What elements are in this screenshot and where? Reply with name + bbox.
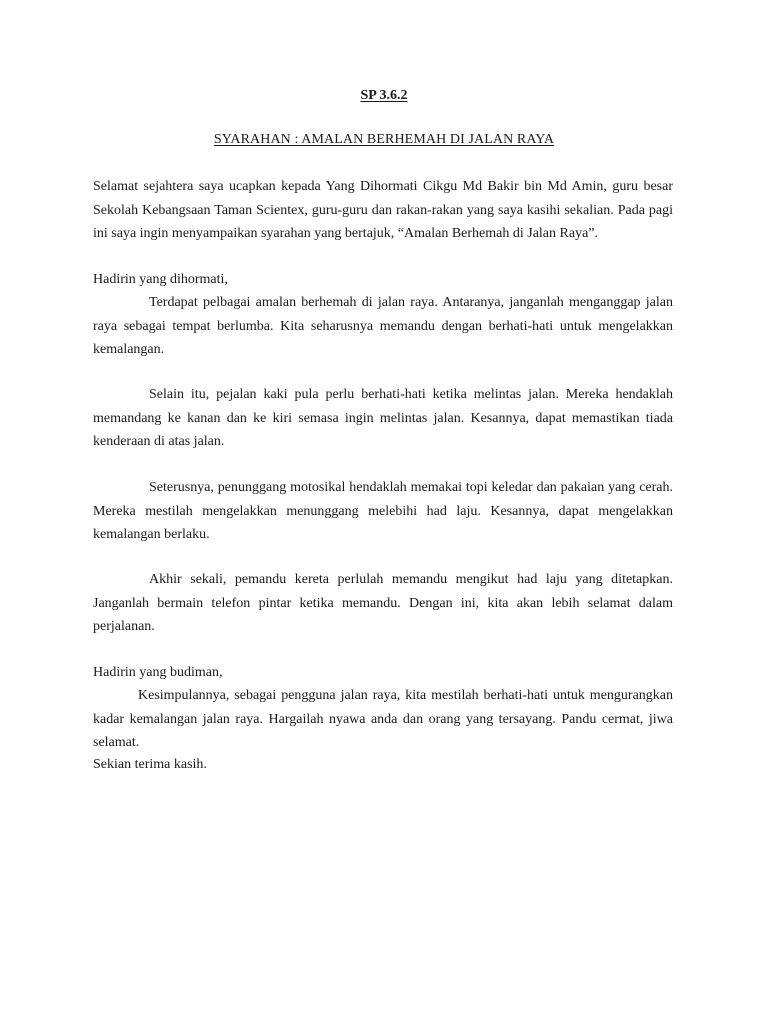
body-paragraph-2: Selain itu, pejalan kaki pula perlu berhati-hati ketika melintas jalan. Mereka hendaklah memandang ke kanan dan ke kiri semasa ingin melintas jalan. Kesannya, dapat memastikan tiada kenderaan di atas jalan. bbox=[93, 387, 673, 449]
conclusion-paragraph: Kesimpulannya, sebagai pengguna jalan raya, kita mestilah berhati-hati untuk mengurangkan kadar kemalangan jalan raya. Hargailah nyawa anda dan orang yang tersayang. Pandu cermat, jiwa selamat. bbox=[93, 688, 673, 750]
body-paragraph-4: Akhir sekali, pemandu kereta perlulah memandu mengikut had laju yang ditetapkan. Janganlah bermain telefon pintar ketika memandu. Dengan ini, kita akan lebih selamat dalam perjalanan. bbox=[93, 572, 673, 634]
document-title: SYARAHAN : AMALAN BERHEMAH DI JALAN RAYA bbox=[213, 132, 555, 147]
opening-paragraph: Selamat sejahtera saya ucapkan kepada Yang Dihormati Cikgu Md Bakir bin Md Amin, guru besar Sekolah Kebangsaan Taman Scientex, guru-guru dan rakan-rakan yang saya kasihi sekalian. Pada pagi ini saya ingin menyampaikan syarahan yang bertajuk, “Amalan Berhemah di Jalan Raya”. bbox=[93, 179, 673, 241]
greeting-dihormati: Hadirin yang dihormati, bbox=[93, 272, 228, 287]
body-paragraph-3: Seterusnya, penunggang motosikal hendaklah memakai topi keledar dan pakaian yang cerah. Mereka mestilah mengelakkan menunggang melebihi had laju. Kesannya, dapat mengelakkan kemalangan berlaku. bbox=[93, 480, 673, 542]
closing-line: Sekian terima kasih. bbox=[93, 757, 207, 772]
document-code: SP 3.6.2 bbox=[360, 88, 408, 103]
body-paragraph-1: Terdapat pelbagai amalan berhemah di jalan raya. Antaranya, janganlah menganggap jalan raya sebagai tempat berlumba. Kita seharusnya memandu dengan berhati-hati untuk mengelakkan kemalangan. bbox=[93, 295, 673, 357]
greeting-budiman: Hadirin yang budiman, bbox=[93, 665, 223, 680]
